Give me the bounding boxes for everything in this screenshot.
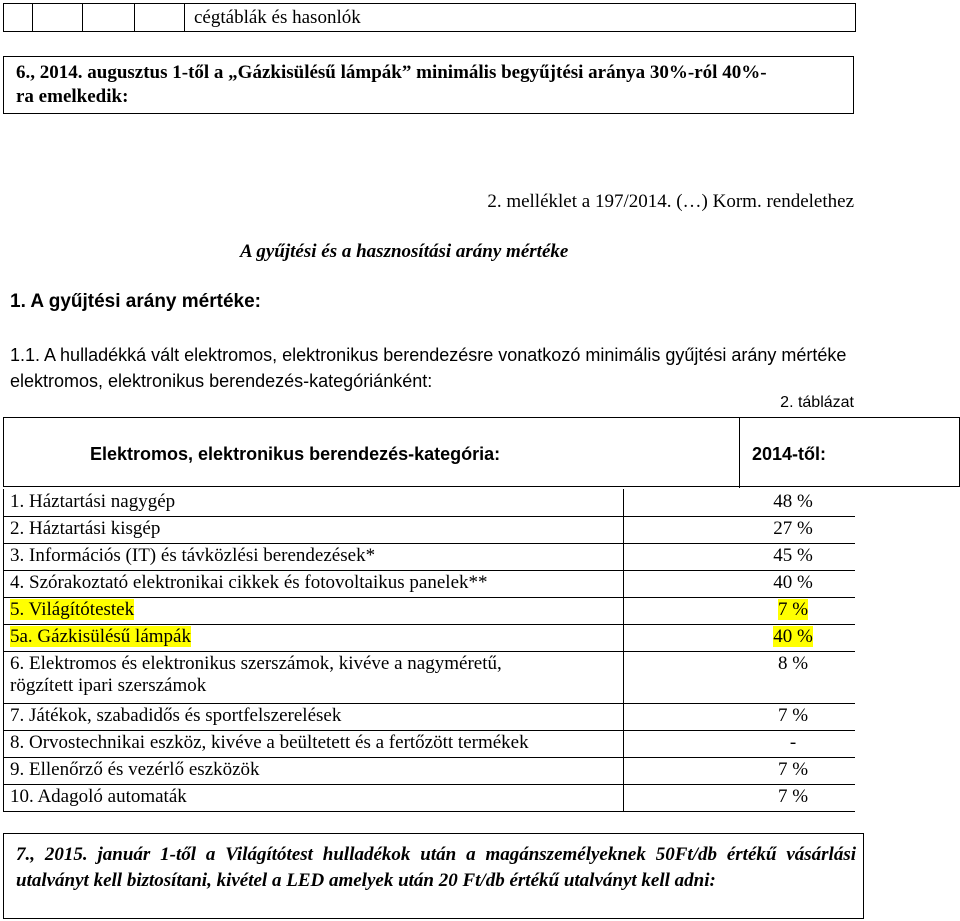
- header-category: Elektromos, elektronikus berendezés-kategória:: [90, 444, 501, 464]
- header-year: 2014-től:: [752, 444, 827, 464]
- row-value: 40 %: [773, 626, 813, 647]
- item7-text: 7., 2015. január 1-től a Világítótest hulladékok után a magánszemélyeknek 50Ft/db értékű vásárlási utalványt kell biztosítani, kivétel a LED amelyek után 20 Ft/db értékű utalványt kell adni:: [16, 844, 856, 891]
- row-divider: [3, 784, 855, 785]
- row-divider: [3, 730, 855, 731]
- table-row: [3, 626, 855, 653]
- row-divider: [3, 703, 855, 704]
- row-divider: [3, 516, 855, 517]
- row-label: 1. Háztartási nagygép: [10, 491, 176, 512]
- section-heading: 1. A gyűjtési arány mértéke:: [10, 291, 261, 312]
- table-cell: [32, 4, 83, 31]
- table-row: [3, 491, 855, 518]
- item7-box: [3, 833, 864, 919]
- row-divider: [3, 811, 855, 812]
- top-strip-table: [3, 3, 856, 32]
- table-header: [3, 417, 960, 487]
- header-divider: [739, 418, 740, 488]
- table-row: [3, 518, 855, 545]
- row-divider: [3, 543, 855, 544]
- row-divider: [3, 597, 855, 598]
- table-row: [3, 599, 855, 626]
- row-value: 40 %: [773, 572, 813, 593]
- table-label: 2. táblázat: [780, 394, 854, 411]
- row-divider: [3, 570, 855, 571]
- row-value: 7 %: [777, 599, 809, 620]
- row-label: 9. Ellenőrző és vezérlő eszközök: [10, 759, 260, 780]
- table-cell: [82, 4, 135, 31]
- top-strip-text: cégtáblák és hasonlók: [194, 7, 361, 28]
- table-row: [3, 653, 855, 705]
- row-label: 10. Adagoló automaták: [10, 786, 187, 807]
- center-title: A gyűjtési és a hasznosítási arány mértéke: [240, 241, 569, 262]
- row-value: 8 %: [777, 653, 809, 674]
- row-divider: [3, 624, 855, 625]
- row-value: 45 %: [773, 545, 813, 566]
- row-value: 27 %: [773, 518, 813, 539]
- row-value: 7 %: [777, 786, 809, 807]
- row-label: 8. Orvostechnikai eszköz, kivéve a beültetett és a fertőzött termékek: [10, 732, 529, 753]
- table-row: [3, 786, 855, 813]
- row-value: 7 %: [777, 705, 809, 726]
- row-label: 5a. Gázkisülésű lámpák: [10, 626, 191, 647]
- item6-line2: ra emelkedik:: [16, 86, 129, 107]
- paragraph: 1.1. A hulladékká vált elektromos, elektronikus berendezésre vonatkozó minimális gyűjtési arány mértéke elektromos, elektronikus berendezés-kategóriánként:: [10, 345, 847, 391]
- row-divider: [3, 757, 855, 758]
- row-value: 7 %: [777, 759, 809, 780]
- row-value: 48 %: [773, 491, 813, 512]
- table-row: [3, 759, 855, 786]
- table-border-mid: [623, 489, 624, 811]
- category-table: [3, 417, 960, 812]
- table-row: [3, 705, 855, 732]
- row-label: 2. Háztartási kisgép: [10, 518, 161, 539]
- row-label: 7. Játékok, szabadidős és sportfelszerelések: [10, 705, 342, 726]
- row-label: 5. Világítótestek: [10, 599, 135, 620]
- row-label: 6. Elektromos és elektronikus szerszámok, kivéve a nagyméretű, rögzített ipari szerszámok: [10, 653, 502, 696]
- item6-line1: 6., 2014. augusztus 1-től a „Gázkisülésű lámpák” minimális begyűjtési aránya 30%-ról 40%-: [16, 62, 767, 83]
- table-cell: [134, 4, 185, 31]
- row-value: -: [789, 732, 797, 753]
- table-border-left: [3, 489, 4, 811]
- table-cell: [4, 4, 33, 31]
- item6-box: [3, 56, 854, 114]
- table-row: [3, 572, 855, 599]
- annex-reference: 2. melléklet a 197/2014. (…) Korm. rendelethez: [487, 191, 854, 212]
- table-row: [3, 732, 855, 759]
- row-label: 3. Információs (IT) és távközlési berendezések*: [10, 545, 376, 566]
- row-label: 4. Szórakoztató elektronikai cikkek és fotovoltaikus panelek**: [10, 572, 488, 593]
- table-row: [3, 545, 855, 572]
- row-divider: [3, 651, 855, 652]
